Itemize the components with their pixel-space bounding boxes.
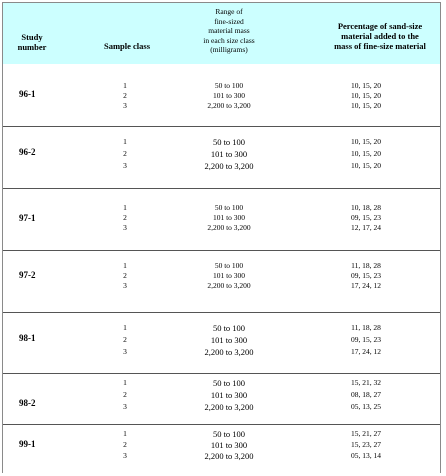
table-group	[3, 189, 440, 251]
percentage-cell: 10, 15, 20	[351, 149, 381, 158]
sample-class-cell: 1	[123, 323, 127, 332]
table-group	[3, 374, 440, 425]
header-mass-range	[181, 7, 277, 55]
sample-class-cell: 2	[123, 149, 127, 158]
table-group	[3, 127, 440, 189]
header-range-line: Range of	[215, 7, 243, 16]
sample-class-cell: 1	[123, 378, 127, 387]
mass-range-cell: 2,200 to 3,200	[207, 223, 251, 232]
percentage-cell: 10, 15, 20	[351, 161, 381, 170]
percentage-cell: 05, 13, 25	[351, 402, 381, 411]
table-row	[3, 101, 440, 111]
header-percentage-line: Percentage of sand-size	[337, 21, 423, 31]
table-row	[3, 223, 440, 233]
percentage-cell: 17, 24, 12	[351, 281, 381, 290]
percentage-cell: 09, 15, 23	[351, 271, 381, 280]
table-row	[3, 81, 440, 91]
sample-class-cell: 1	[123, 261, 127, 270]
study-number: 96-1	[19, 89, 36, 99]
table-row	[3, 137, 440, 147]
table-row	[3, 203, 440, 213]
mass-range-cell: 2,200 to 3,200	[204, 347, 254, 357]
table-row	[3, 440, 440, 450]
sample-class-cell: 3	[123, 402, 127, 411]
mass-range-cell: 101 to 300	[212, 271, 246, 280]
table-row	[3, 390, 440, 400]
table-group	[3, 64, 440, 127]
percentage-cell: 11, 18, 28	[351, 261, 381, 270]
header-percentage-line: material added to the	[341, 31, 419, 41]
mass-range-cell: 2,200 to 3,200	[204, 451, 254, 461]
table-header	[3, 3, 440, 65]
table-group	[3, 425, 440, 473]
mass-range-cell: 50 to 100	[212, 429, 246, 439]
table-row	[3, 271, 440, 281]
percentage-cell: 15, 21, 32	[351, 378, 381, 387]
mass-range-cell: 50 to 100	[212, 323, 246, 333]
sample-class-cell: 1	[123, 429, 127, 438]
sample-class-cell: 1	[123, 81, 127, 90]
table-row	[3, 149, 440, 159]
mass-range-cell: 2,200 to 3,200	[204, 161, 254, 171]
percentage-cell: 10, 15, 20	[351, 91, 381, 100]
table-row	[3, 281, 440, 291]
table-row	[3, 347, 440, 357]
data-table	[2, 2, 441, 473]
sample-class-cell: 3	[123, 223, 127, 232]
percentage-cell: 12, 17, 24	[351, 223, 381, 232]
percentage-cell: 11, 18, 28	[351, 323, 381, 332]
sample-class-cell: 1	[123, 137, 127, 146]
percentage-cell: 09, 15, 23	[351, 213, 381, 222]
mass-range-cell: 101 to 300	[212, 91, 246, 100]
percentage-cell: 09, 15, 23	[351, 335, 381, 344]
header-study-line: Study	[21, 32, 43, 42]
header-range-line: (milligrams)	[210, 45, 248, 54]
percentage-cell: 05, 13, 14	[351, 451, 381, 460]
mass-range-cell: 101 to 300	[210, 390, 248, 400]
table-row	[3, 402, 440, 412]
mass-range-cell: 2,200 to 3,200	[207, 281, 251, 290]
study-number: 99-1	[19, 439, 36, 449]
header-percentage-line: mass of fine-size material	[334, 41, 426, 51]
sample-class-cell: 3	[123, 347, 127, 356]
percentage-cell: 10, 15, 20	[351, 81, 381, 90]
header-range-line: in each size class	[203, 35, 255, 45]
header-range-line: material mass	[208, 26, 250, 35]
sample-class-cell: 2	[123, 390, 127, 399]
percentage-cell: 08, 18, 27	[351, 390, 381, 399]
header-sample-class: Sample class	[103, 41, 151, 51]
mass-range-cell: 50 to 100	[212, 378, 246, 388]
mass-range-cell: 101 to 300	[210, 440, 248, 450]
table-row	[3, 161, 440, 171]
percentage-cell: 10, 15, 20	[351, 101, 381, 110]
table-row	[3, 335, 440, 345]
table-row	[3, 451, 440, 461]
table-row	[3, 213, 440, 223]
header-study-line: number	[17, 42, 47, 52]
study-number: 98-2	[19, 398, 36, 408]
sample-class-cell: 2	[123, 91, 127, 100]
table-row	[3, 378, 440, 388]
sample-class-cell: 2	[123, 213, 127, 222]
percentage-cell: 10, 15, 20	[351, 137, 381, 146]
sample-class-cell: 3	[123, 451, 127, 460]
percentage-cell: 17, 24, 12	[351, 347, 381, 356]
table-row	[3, 261, 440, 271]
mass-range-cell: 101 to 300	[210, 149, 248, 159]
table-row	[3, 323, 440, 333]
table-row	[3, 429, 440, 439]
table-group	[3, 251, 440, 313]
mass-range-cell: 50 to 100	[214, 203, 244, 212]
mass-range-cell: 50 to 100	[212, 137, 246, 147]
study-number: 96-2	[19, 147, 36, 157]
sample-class-cell: 3	[123, 101, 127, 110]
mass-range-cell: 101 to 300	[210, 335, 248, 345]
study-number: 97-1	[19, 213, 36, 223]
percentage-cell: 15, 23, 27	[351, 440, 381, 449]
percentage-cell: 10, 18, 28	[351, 203, 381, 212]
mass-range-cell: 101 to 300	[212, 213, 246, 222]
percentage-cell: 15, 21, 27	[351, 429, 381, 438]
table-group	[3, 313, 440, 374]
header-study-number	[9, 32, 55, 52]
sample-class-cell: 2	[123, 271, 127, 280]
mass-range-cell: 50 to 100	[214, 261, 244, 270]
study-number: 97-2	[19, 270, 36, 280]
sample-class-cell: 3	[123, 281, 127, 290]
table-row	[3, 91, 440, 101]
sample-class-cell: 2	[123, 440, 127, 449]
header-percentage	[318, 21, 442, 51]
mass-range-cell: 2,200 to 3,200	[204, 402, 254, 412]
study-number: 98-1	[19, 333, 36, 343]
header-range-line: fine-sized	[214, 16, 244, 26]
sample-class-cell: 2	[123, 335, 127, 344]
sample-class-cell: 1	[123, 203, 127, 212]
mass-range-cell: 2,200 to 3,200	[207, 101, 251, 110]
sample-class-cell: 3	[123, 161, 127, 170]
mass-range-cell: 50 to 100	[214, 81, 244, 90]
